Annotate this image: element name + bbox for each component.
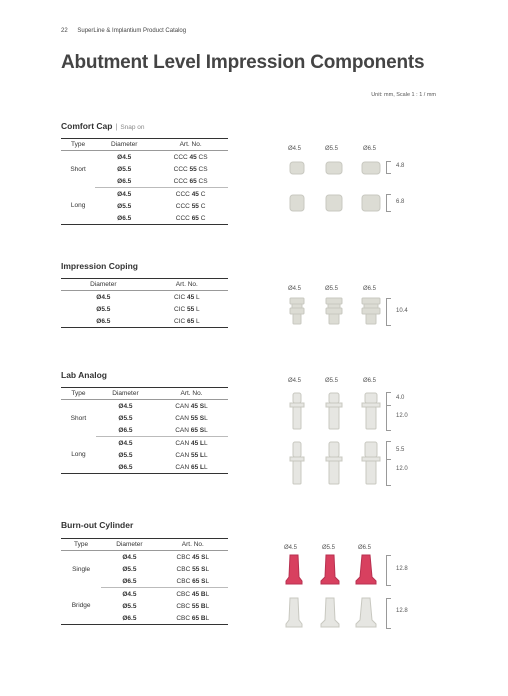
art-cell: CAN 45 SL [175,402,208,410]
page-number: 22 [61,28,68,34]
art-cell: CCC 55 CS [173,165,208,173]
comfort-cap-title [61,121,145,131]
catalog-name: SuperLine & Implantium Product Catalog [77,28,187,34]
table-row [61,303,228,315]
diameter-cell: Ø4.5 [118,439,133,447]
diameter-cell: Ø6.5 [95,175,153,188]
art-cell: CAN 65 SL [155,424,228,437]
art-cell: CIC 55 L [173,305,200,313]
diameter-cell: Ø6.5 [101,575,157,588]
diameter-cell: Ø5.5 [118,451,133,459]
unit-note: Unit: mm, Scale 1 : 1 / mm [371,92,436,98]
dimension-label: 12.0 [396,466,408,472]
diameter-cell: Ø6.5 [95,212,153,225]
art-cell: CCC 65 CS [153,175,228,188]
diameter-label: Ø6.5 [363,286,377,292]
lab-analog-short-image [288,391,388,433]
art-cell: CAN 45 LL [175,439,208,447]
type-cell: Long [61,437,96,474]
dim-bracket [386,598,391,629]
comfort-cap-short-image [288,160,388,176]
dimension-label: 12.8 [396,608,408,614]
dimension-label: 12.0 [396,413,408,419]
diameter-label: Ø4.5 [288,146,302,152]
dimension-label: 10.4 [396,308,408,314]
diameter-cell: Ø6.5 [101,612,157,625]
diameter-cell: Ø4.5 [117,190,132,198]
col-diameter: Diameter [101,539,157,551]
col-art-no: Art. No. [146,279,228,291]
diameter-cell: Ø5.5 [122,602,137,610]
type-cell: Short [70,414,87,422]
dim-bracket [386,441,391,460]
diameter-label: Ø5.5 [325,146,339,152]
art-cell: CBC 45 BL [176,590,210,598]
diameter-label: Ø4.5 [288,286,302,292]
table-row [61,151,228,164]
dim-bracket [386,405,391,431]
col-art-no: Art. No. [158,539,228,551]
page-title: Abutment Level Impression Components [61,52,425,73]
lab-analog-title: Lab Analog [61,370,107,380]
dimension-label: 6.8 [396,199,405,205]
dim-bracket [386,298,391,326]
comfort-cap-long-image [288,193,388,213]
lab-analog-long-image [288,440,388,488]
table-row [61,400,228,413]
col-type: Type [61,139,95,151]
diameter-cell: Ø5.5 [117,165,132,173]
diameter-label: Ø6.5 [363,146,377,152]
art-cell: CAN 55 SL [175,414,208,422]
dimension-label: 4.0 [396,395,405,401]
section-title-text: Comfort Cap [61,121,113,131]
dimension-label: 5.5 [396,447,405,453]
art-cell: CAN 65 LL [155,461,228,474]
comfort-cap-table [61,138,228,225]
type-cell: Bridge [61,588,101,625]
diameter-cell: Ø4.5 [122,590,137,598]
art-cell: CCC 45 C [175,190,206,198]
art-cell: CBC 65 SL [158,575,228,588]
table-row [61,315,228,328]
diameter-cell: Ø4.5 [122,553,137,561]
table-row [61,551,228,564]
type-cell: Long [61,188,95,225]
diameter-cell: Ø4.5 [117,153,132,161]
burnout-cylinder-bridge-image [284,596,384,630]
type-cell: Single [72,565,91,573]
lab-analog-table [61,387,228,474]
dimension-label: 12.8 [396,566,408,572]
diameter-label: Ø5.5 [325,378,339,384]
diameter-cell: Ø6.5 [61,315,146,328]
burnout-cylinder-single-image [284,553,384,587]
dim-bracket [386,392,391,406]
table-row [61,188,228,201]
diameter-cell: Ø5.5 [118,414,133,422]
diameter-cell: Ø5.5 [96,305,111,313]
title-separator: | [115,124,118,131]
art-cell: CBC 55 BL [176,602,210,610]
art-cell: CBC 45 SL [176,553,210,561]
diameter-label: Ø6.5 [363,378,377,384]
diameter-cell: Ø4.5 [118,402,133,410]
burnout-cylinder-table [61,538,228,625]
col-diameter: Diameter [61,279,146,291]
diameter-cell: Ø6.5 [96,424,155,437]
diameter-label: Ø4.5 [288,378,302,384]
art-cell: CIC 45 L [173,293,200,301]
diameter-label: Ø6.5 [358,545,372,551]
impression-coping-title: Impression Coping [61,261,138,271]
dim-bracket [386,555,391,586]
col-art-no: Art. No. [155,388,228,400]
art-cell: CBC 55 SL [176,565,210,573]
section-subtitle: Snap on [120,124,145,131]
diameter-cell: Ø6.5 [96,461,155,474]
dim-bracket [386,459,391,486]
art-cell: CIC 65 L [146,315,228,328]
table-row [61,588,228,601]
art-cell: CCC 65 C [153,212,228,225]
diameter-label: Ø5.5 [322,545,336,551]
col-diameter: Diameter [95,139,153,151]
page-header [61,28,186,34]
impression-coping-image [288,297,388,327]
diameter-cell: Ø5.5 [117,202,132,210]
burnout-cylinder-title: Burn-out Cylinder [61,520,134,530]
dim-bracket [386,194,391,212]
art-cell: CCC 55 C [175,202,206,210]
diameter-cell: Ø4.5 [96,293,111,301]
impression-coping-table [61,278,228,328]
col-type: Type [61,388,96,400]
table-row [61,291,228,304]
col-diameter: Diameter [96,388,155,400]
col-art-no: Art. No. [153,139,228,151]
art-cell: CAN 55 LL [175,451,208,459]
art-cell: CCC 45 CS [173,153,208,161]
table-row [61,437,228,450]
dimension-label: 4.8 [396,163,405,169]
diameter-cell: Ø5.5 [122,565,137,573]
diameter-label: Ø4.5 [284,545,298,551]
dim-bracket [386,161,391,174]
col-type: Type [61,539,101,551]
diameter-label: Ø5.5 [325,286,339,292]
art-cell: CBC 65 BL [158,612,228,625]
type-cell: Short [70,165,86,173]
